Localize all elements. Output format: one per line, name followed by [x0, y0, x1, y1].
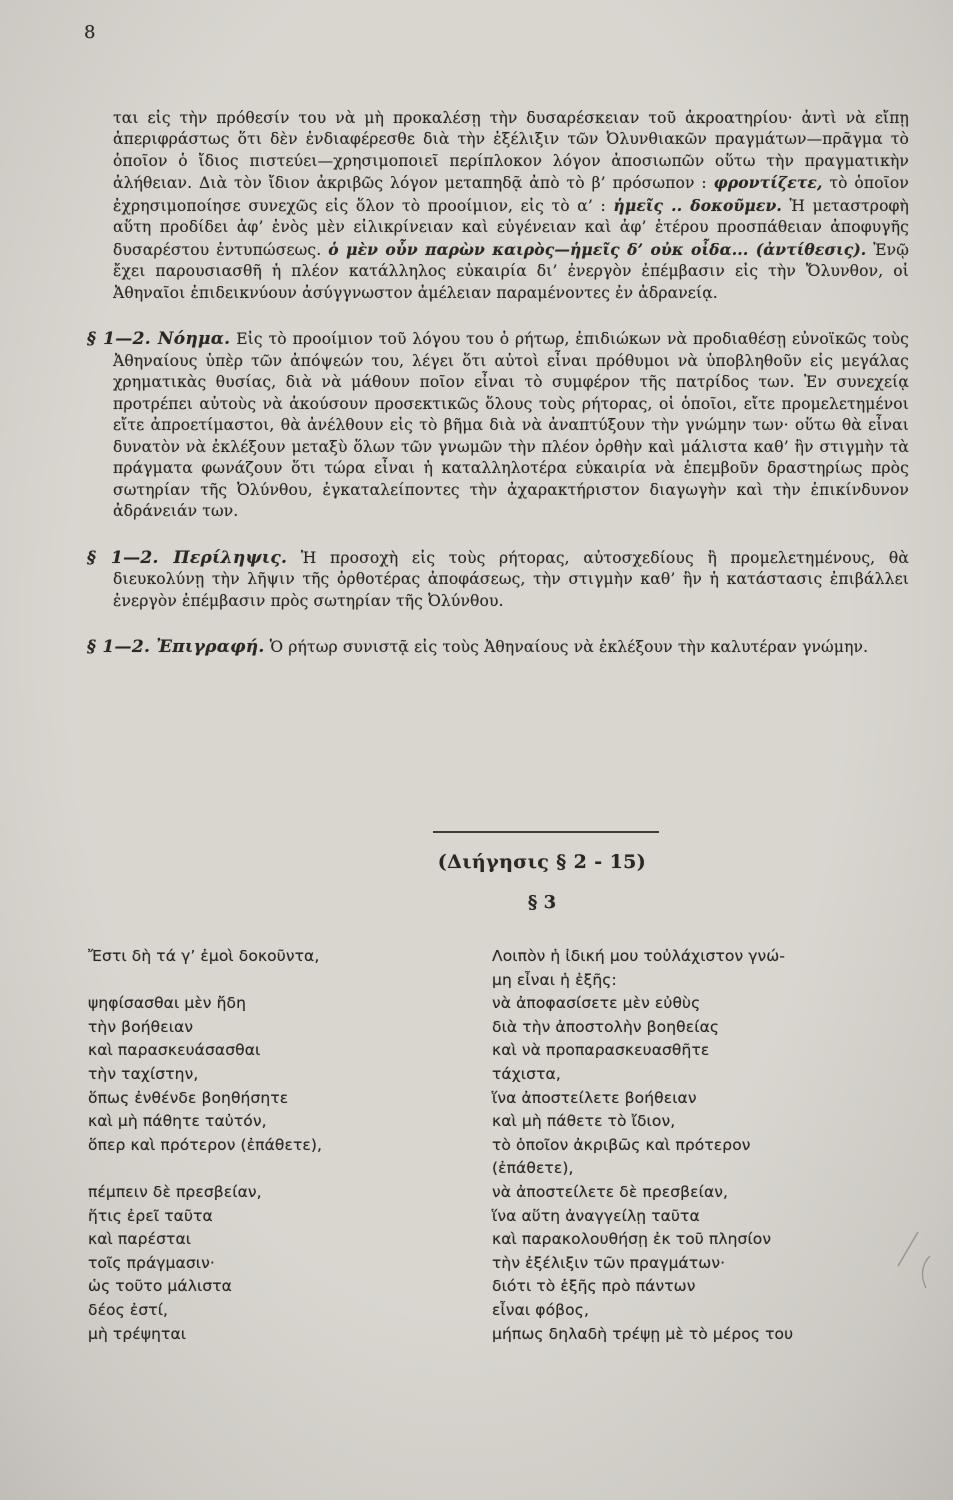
text-line: πέμπειν δὲ πρεσβείαν,: [88, 1182, 262, 1201]
text-line: τοῖς πράγμασιν·: [88, 1253, 215, 1272]
text-line: ἵνα ἀποστείλετε βοήθειαν: [492, 1088, 697, 1107]
text-line: ψηφίσασθαι μὲν ἤδη: [88, 994, 247, 1013]
text-line: τὴν ἐξέλιξιν τῶν πραγμάτων·: [492, 1253, 726, 1272]
section-body: Ὁ ρήτωρ συνιστᾷ εἰς τοὺς Ἀθηναίους νὰ ἐκλέξουν τὴν καλυτέραν γνώμην.: [264, 638, 869, 656]
text-line: Λοιπὸν ἡ ἰδική μου τοὐλάχιστον γνώ-: [492, 947, 786, 965]
section-heading: § 1—2. Ἐπιγραφή.: [87, 637, 265, 657]
text-line: ὡς τοῦτο μάλιστα: [88, 1277, 232, 1296]
section-heading: § 1—2. Νόημα.: [87, 329, 231, 349]
section-perilipsis: [87, 547, 909, 613]
ancient-greek-column: [88, 945, 453, 1346]
body-text: ται εἰς τὴν πρόθεσίν του νὰ μὴ προκαλέσῃ τὴν δυσαρέσκειαν τοῦ ἀκροατηρίου· ἀντὶ νὰ εἴπῃ ἀπεριφράστως ὅτι δὲν ἐνδιαφέρεσθε διὰ τὴν ἐξέλιξιν τῶν Ὀλυνθιακῶν πραγμάτων—πρᾶγμα τὸ ὁποῖον ὁ ἴδιος πιστεύει—χρησιμοποιεῖ περίπλοκον λόγον ἀποσιωπῶν οὕτω τὴν πραγματικὴν ἀλήθειαν. Διὰ τὸν ἴδιον ἀκριβῶς λόγον μεταπηδᾷ ἀπὸ τὸ β’ πρόσωπον :: [113, 108, 909, 192]
text-line: (ἐπάθετε),: [492, 1159, 574, 1178]
text-line: καὶ παρέσται: [88, 1230, 192, 1249]
text-line: τὴν βοήθειαν: [88, 1017, 194, 1036]
text-line: καὶ παρασκευάσασθαι: [88, 1041, 261, 1060]
text-line: ἥτις ἐρεῖ ταῦτα: [88, 1206, 213, 1225]
text-line: [88, 1157, 453, 1181]
paragraph-3-heading: § 3: [527, 892, 557, 913]
text-line: καὶ μὴ πάθητε ταὐτόν,: [88, 1112, 267, 1131]
body-text: Ἡ μεταστροφὴ αὕτη προδίδει ἀφ’ ἑνὸς μὲν εἰλικρίνειαν καὶ εὐγένειαν καὶ ἀφ’ ἑτέρου προσπάθειαν ἀποφυγῆς δυσαρέστου ἐντυπώσεως.: [113, 196, 909, 259]
text-line: διότι τὸ ἑξῆς πρὸ πάντων: [492, 1277, 696, 1296]
text-line: τὴν ταχίστην,: [88, 1064, 199, 1083]
text-line: [88, 969, 453, 993]
text-line: εἶναι φόβος,: [492, 1300, 589, 1319]
text-line: νὰ ἀποφασίσετε μὲν εὐθὺς: [492, 994, 701, 1013]
text-line: μὴ τρέψηται: [88, 1324, 187, 1343]
body-text: τὸ ὁποῖον ἐχρησιμοποίησε συνεχῶς εἰς ὅλον τὸ προοίμιον, εἰς τὸ α’ :: [113, 174, 909, 215]
text-line: ἵνα αὕτη ἀναγγείλῃ ταῦτα: [492, 1206, 700, 1225]
body-text: Ἐνῷ ἔχει παρουσιασθῆ ἡ πλέον κατάλληλος εὐκαιρία δι’ ἐνεργὸν ἐπέμβασιν εἰς τὴν Ὄλυνθον, οἱ Ἀθηναῖοι ἐπιδεικνύουν ἀσύγγνωστον ἀμέλειαν παραμένοντες ἐν ἀδρανείᾳ.: [113, 240, 909, 302]
intro-paragraph: [113, 108, 909, 305]
text-line: μήπως δηλαδὴ τρέψῃ μὲ τὸ μέρος του: [492, 1324, 794, 1343]
section-epigrafi: [87, 637, 909, 659]
emphasized-text: ἡμεῖς .. δοκοῦμεν.: [613, 195, 782, 215]
text-line: δέος ἐστί,: [88, 1300, 169, 1319]
text-line: τὸ ὁποῖον ἀκριβῶς καὶ πρότερον: [492, 1135, 751, 1154]
section-body: Ἡ προσοχὴ εἰς τοὺς ρήτορας, αὐτοσχεδίους ἢ προμελετημένους, θὰ διευκολύνῃ τὴν λῆψιν τῆς ὀρθοτέρας ἀποφάσεως, τὴν στιγμὴν καθ’ ἣν ἡ κατάστασις ἐπιβάλλει ἐνεργὸν ἐπέμβασιν πρὸς σωτηρίαν τῆς Ὀλύνθου.: [113, 548, 909, 610]
text-line: νὰ ἀποστείλετε δὲ πρεσβείαν,: [492, 1182, 729, 1201]
text-line: διὰ τὴν ἀποστολὴν βοηθείας: [492, 1017, 720, 1036]
text-line: τάχιστα,: [492, 1064, 561, 1083]
emphasized-text: ὁ μὲν οὖν παρὼν καιρὸς—ἡμεῖς δ’ οὐκ οἶδα... (ἀντίθεσις).: [328, 239, 867, 259]
section-divider-rule: [433, 831, 659, 833]
emphasized-text: φροντίζετε,: [713, 173, 823, 192]
diegesis-heading: (Διήγησις § 2 - 15): [437, 851, 647, 873]
text-line: ὅπως ἐνθένδε βοηθήσητε: [88, 1088, 289, 1107]
text-line: καὶ μὴ πάθετε τὸ ἴδιον,: [492, 1112, 676, 1131]
text-line: Ἔστι δὴ τά γ’ ἐμοὶ δοκοῦντα,: [88, 947, 320, 965]
page-number: 8: [84, 22, 96, 43]
section-noima: [87, 329, 909, 523]
modern-greek-column: [492, 945, 928, 1346]
text-line: μη εἶναι ἡ ἑξῆς:: [492, 970, 617, 989]
pencil-mark: [880, 1228, 940, 1298]
text-line: καὶ νὰ προπαρασκευασθῆτε: [492, 1041, 710, 1060]
section-heading: § 1—2. Περίληψις.: [87, 547, 288, 568]
section-body: Εἰς τὸ προοίμιον τοῦ λόγου του ὁ ρήτωρ, ἐπιδιώκων νὰ προδιαθέσῃ εὐνοϊκῶς τοὺς Ἀθηναίους ὑπὲρ τῶν ἀπόψεών του, λέγει ὅτι αὐτοὶ εἶναι πρόθυμοι νὰ ὑποβληθοῦν εἰς μεγάλας χρηματικὰς θυσίας, διὰ νὰ μάθουν ποῖον εἶναι τὸ συμφέρον τῆς πατρίδος των. Ἐν συνεχείᾳ προτρέπει αὐτοὺς νὰ ἀκούσουν προσεκτικῶς ὅλους τοὺς ρήτορας, οἱ ὁποῖοι, εἴτε προμελετημένοι εἴτε ἀπροετίμαστοι, θὰ ἀνέλθουν εἰς τὸ βῆμα διὰ νὰ ἀναπτύξουν τὴν γνώμην των· οὕτω θὰ εἶναι δυνατὸν νὰ ἐκλέξουν μεταξὺ ὅλων τῶν γνωμῶν τὴν πλέον ὀρθὴν καὶ μάλιστα καθ’ ἣν στιγμὴν τὰ πράγματα φωνάζουν ὅτι τώρα εἶναι ἡ καταλληλοτέρα εὐκαιρία νὰ ἐπεμβοῦν δραστηρίως πρὸς σωτηρίαν τῆς Ὀλύνθου, ἐγκαταλείποντες τὴν ἀχαρακτήριστον διαγωγὴν καὶ τὴν ἐπικίνδυνον ἀδράνειάν των.: [113, 330, 909, 520]
text-line: ὅπερ καὶ πρότερον (ἐπάθετε),: [88, 1135, 323, 1154]
main-text-block: [87, 92, 909, 674]
text-line: καὶ παρακολουθήσῃ ἐκ τοῦ πλησίον: [492, 1230, 772, 1249]
